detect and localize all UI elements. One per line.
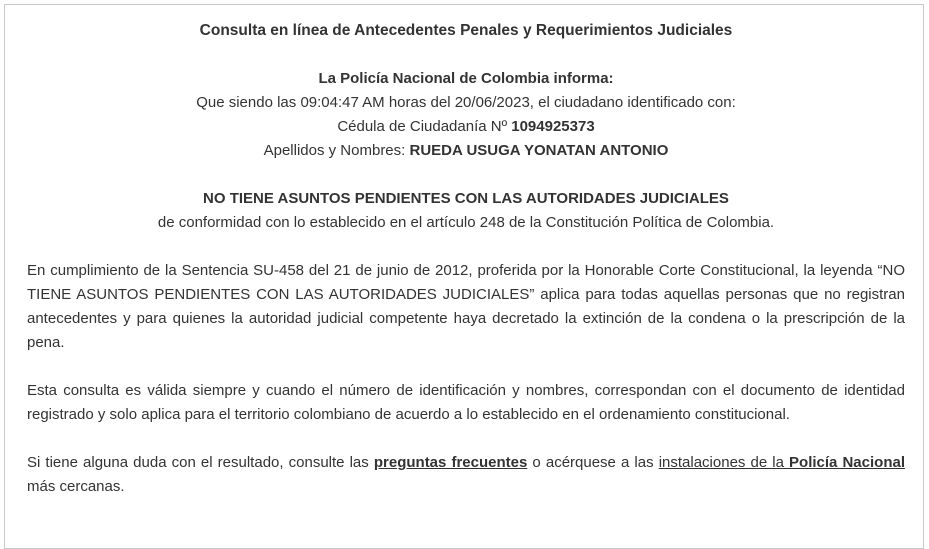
result-content [27, 19, 905, 499]
result-basis: de conformidad con lo establecido en el artículo 248 de la Constitución Política de Colombia. [157, 214, 775, 231]
cedula-line [27, 115, 905, 139]
consulta-time: 09:04:47 AM [300, 94, 385, 111]
cedula-value: 1094925373 [511, 118, 595, 135]
nombres-value: RUEDA USUGA YONATAN ANTONIO [409, 142, 669, 159]
informa-heading: La Policía Nacional de Colombia informa: [318, 70, 614, 87]
consulta-date: 20/06/2023 [454, 94, 530, 111]
page-title: Consulta en línea de Antecedentes Penales y Requerimientos Judiciales [199, 22, 733, 39]
result-status: NO TIENE ASUNTOS PENDIENTES CON LAS AUTORIDADES JUDICIALES [203, 190, 729, 207]
cedula-label: Cédula de Ciudadanía Nº [337, 118, 512, 135]
instalaciones-link[interactable]: instalaciones de la Policía Nacional [658, 454, 905, 471]
faq-link[interactable]: preguntas frecuentes [373, 454, 528, 471]
sentencia-paragraph: En cumplimiento de la Sentencia SU-458 del 21 de junio de 2012, proferida por la Honorable Corte Constitucional, la leyenda “NO TIENE ASUNTOS PENDIENTES CON LAS AUTORIDADES JUDICIALES” aplica para todas aquellas personas que no registran antecedentes y para quienes la autoridad judicial competente haya decretado la extinción de la condena o la prescripción de la pena. [27, 262, 905, 351]
validez-paragraph: Esta consulta es válida siempre y cuando el número de identificación y nombres, correspondan con el documento de identidad registrado y solo aplica para el territorio colombiano de acuerdo a lo establecido en el ordenamiento constitucional. [27, 382, 905, 423]
policia-nacional-link[interactable]: Policía Nacional [789, 454, 905, 471]
duda-paragraph: Si tiene alguna duda con el resultado, consulte las preguntas frecuentes o acérquese a las instalaciones de la Policía Nacional más cercanas. [27, 454, 905, 495]
result-panel [4, 4, 924, 549]
nombres-line [27, 139, 905, 163]
nombres-label: Apellidos y Nombres: [263, 142, 410, 159]
consulta-timestamp-line: Que siendo las 09:04:47 AM horas del 20/06/2023, el ciudadano identificado con: [196, 94, 736, 111]
